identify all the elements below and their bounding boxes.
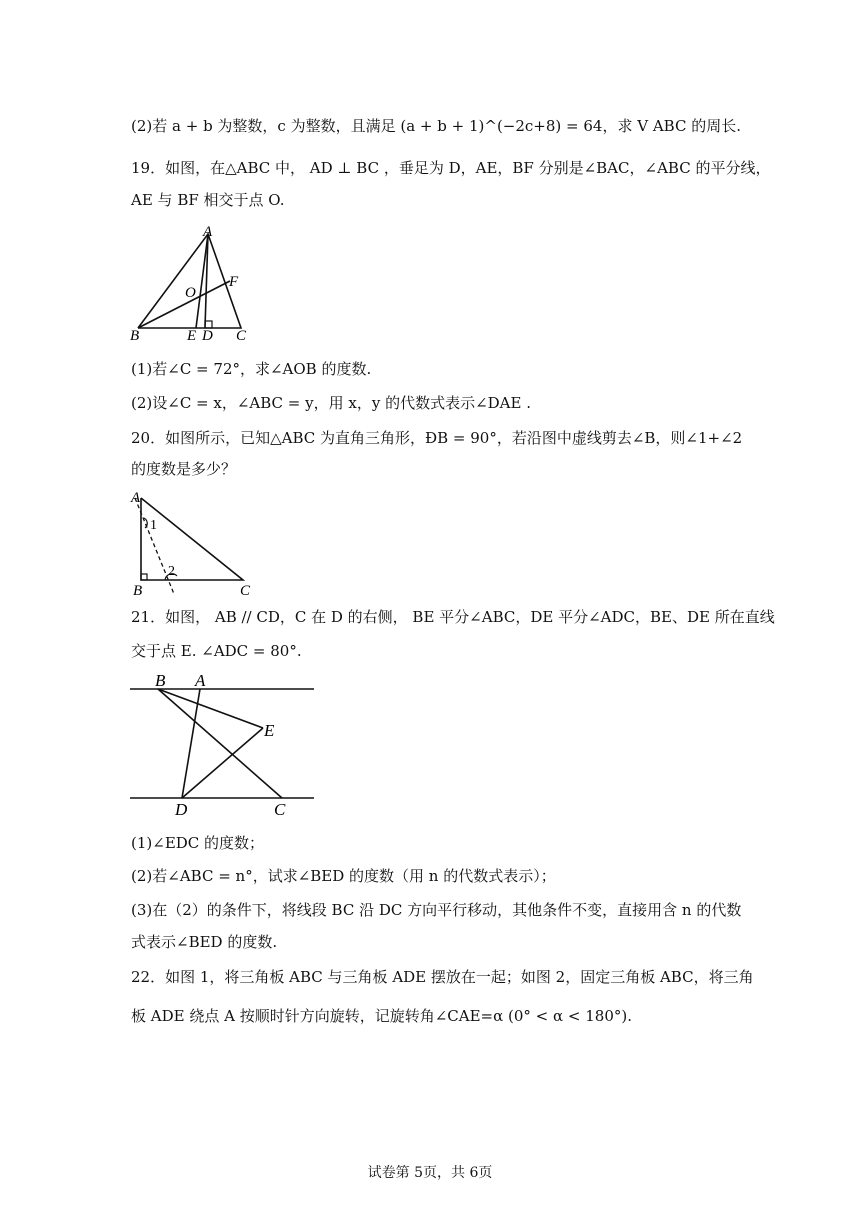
q19-stem-line2: AE 与 BF 相交于点 O. (131, 191, 285, 209)
q19-stem-line1: 19．如图，在△ABC 中， AD ⊥ BC ，垂足为 D，AE，BF 分别是∠BAC，∠ABC 的平分线， (131, 159, 771, 177)
fig21-label-c: C (274, 800, 286, 818)
q22-stem-line1: 22．如图 1，将三角板 ABC 与三角板 ADE 摆放在一起；如图 2，固定三角板 ABC，将三角 (131, 968, 754, 986)
fig19-label-o: O (185, 285, 196, 301)
fig21-label-e: E (264, 721, 275, 740)
q20-stem-line2: 的度数是多少？ (131, 460, 237, 478)
q21-stem-line2: 交于点 E. ∠ADC = 80°. (131, 642, 302, 660)
q21-parallel-lines-figure (128, 668, 318, 818)
q21-part3-line1: (3)在（2）的条件下，将线段 BC 沿 DC 方向平行移动，其他条件不变，直接用含 n 的代数 (131, 901, 742, 919)
q21-part2: (2)若∠ABC = n°，试求∠BED 的度数（用 n 的代数式表示）； (131, 867, 556, 885)
q21-part1: (1)∠EDC 的度数； (131, 834, 265, 852)
q18-part2: (2)若 a + b 为整数，c 为整数，且满足 (a + b + 1)^(−2c+8) = 64，求 V ABC 的周长. (131, 117, 741, 135)
fig19-label-d: D (202, 328, 213, 344)
fig19-label-b: B (130, 328, 140, 344)
fig20-angle-1: 1 (150, 518, 157, 533)
fig19-label-f: F (229, 274, 239, 290)
fig20-label-b: B (133, 583, 143, 598)
q21-part3-line2: 式表示∠BED 的度数. (131, 933, 278, 951)
q19-triangle-figure (128, 222, 258, 344)
fig21-label-a: A (195, 671, 206, 690)
q19-part2: (2)设∠C = x，∠ABC = y，用 x，y 的代数式表示∠DAE . (131, 394, 531, 412)
q21-stem-line1: 21．如图， AB // CD，C 在 D 的右侧， BE 平分∠ABC，DE 平分∠ADC，BE、DE 所在直线 (131, 608, 775, 626)
fig19-label-e: E (187, 328, 197, 344)
fig19-label-c: C (236, 328, 247, 344)
q20-stem-line1: 20．如图所示，已知△ABC 为直角三角形，ÐB = 90°，若沿图中虚线剪去∠B，则∠1+∠2 (131, 429, 743, 447)
q20-right-triangle-figure (128, 488, 258, 598)
fig21-label-b: B (155, 671, 166, 690)
page-footer: 试卷第 5页，共 6页 (367, 1165, 493, 1181)
fig21-label-d: D (175, 800, 188, 818)
q22-stem-line2: 板 ADE 绕点 A 按顺时针方向旋转，记旋转角∠CAE=α (0° < α < 180°). (131, 1007, 632, 1025)
fig20-label-c: C (240, 583, 251, 598)
fig20-angle-2: 2 (168, 564, 175, 579)
fig20-label-a: A (131, 490, 141, 506)
fig19-label-a: A (203, 224, 213, 240)
q19-part1: (1)若∠C = 72°，求∠AOB 的度数. (131, 360, 372, 378)
